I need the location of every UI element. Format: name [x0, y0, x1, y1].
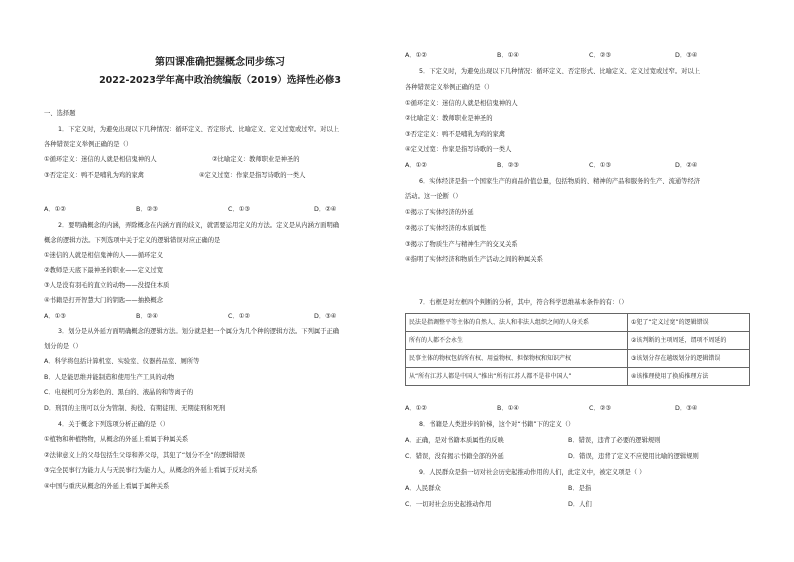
q6-statement-1: ①揭示了实体经济的外延 — [405, 209, 474, 216]
q5-statement-1: ①循环定义：迷信的人就是相信鬼神的人 — [405, 100, 518, 107]
q2-statement-2: ②教师是天底下最神圣的职业——定义过宽 — [44, 267, 163, 274]
q6-stem-line2: 活动。这一论断（） — [405, 193, 462, 200]
table-cell-judgment: 民法是指调整平等主体的自然人、法人和非法人组织之间的人身关系 — [406, 314, 628, 332]
q2-statement-1: ①迷信的人就是相信鬼神的人——循环定义 — [44, 252, 163, 259]
table-cell-analysis: ②该判断的主项周延，谓项不周延的 — [628, 332, 750, 350]
table-cell-judgment: 从“所有江苏人都是中国人”推出“所有江苏人都不是非中国人” — [406, 368, 628, 386]
q8-option-a[interactable]: A．正确，是对书籍本质属性的反映 — [405, 437, 504, 444]
q7-option-d[interactable]: D．③④ — [675, 405, 698, 412]
q5-option-d[interactable]: D．②④ — [675, 162, 698, 169]
q2-option-c[interactable]: C．①② — [228, 313, 250, 320]
q5-option-a[interactable]: A．①② — [405, 162, 427, 169]
table-row — [406, 314, 750, 332]
q6-stem-line1: 6．实体经济是指一个国家生产的商品价值总量，包括物质的、精神的产品和服务的生产、流通等经济 — [419, 178, 701, 185]
table-cell-judgment: 民事主体的物权包括所有权、用益物权、担保物权和知识产权 — [406, 350, 628, 368]
q1-statement-2: ②比喻定义：教师职业是神圣的 — [212, 156, 300, 163]
q8-option-c[interactable]: C．错误，没有揭示书籍全部的外延 — [405, 453, 504, 460]
q5-statement-4: ④定义过宽：作家是指写诗歌的一类人 — [405, 146, 512, 153]
q7-analysis-table — [405, 313, 750, 386]
q9-stem: 9．人民群众是指一切对社会历史起推动作用的人们，此定义中，被定义项是（ ） — [419, 469, 646, 476]
q7-stem: 7．右框是对左框四个判断的分析，其中，符合科学思维基本条件的有：（） — [419, 299, 628, 306]
q1-stem-line2: 各种错误定义举例正确的是（） — [44, 141, 133, 148]
page-subtitle: 2022-2023学年高中政治统编版（2019）选择性必修3 — [99, 75, 341, 86]
q4-stem: 4．关于概念下列选项分析正确的是（） — [58, 421, 170, 428]
q2-statement-3: ③人是没有羽毛的直立的动物——没提住本质 — [44, 282, 170, 289]
table-cell-analysis: ④该推理使用了换质推理方法 — [628, 368, 750, 386]
table-cell-analysis: ①犯了“定义过宽”的逻辑错误 — [628, 314, 750, 332]
q5-option-b[interactable]: B．②③ — [497, 162, 519, 169]
q2-statement-4: ④书籍是打开智慧大门的钥匙——抽换概念 — [44, 297, 163, 304]
q5-stem-line1: 5．下定义时，为避免出现以下几种情况：循环定义、否定形式、比喻定义、定义过宽或过窄。对以上 — [419, 68, 701, 75]
q3-stem-line1: 3．划分是从外延方面明确概念的逻辑方法。划分就是把一个属分为几个种的逻辑方法。下列属于正确 — [58, 328, 340, 335]
table-row — [406, 332, 750, 350]
q6-statement-4: ④指明了实体经济和物质生产活动之间的种属关系 — [405, 256, 543, 263]
q1-option-a[interactable]: A．①② — [44, 206, 66, 213]
q2-stem-line1: 2．要明确概念的内涵，弄除概念在内涵方面的歧义，就需要运用定义的方法。定义是从内涵方面明确 — [58, 222, 340, 229]
q4-statement-2: ②法律意义上的父母包括生父母和养父母，其犯了“划分不全”的逻辑错误 — [44, 452, 246, 459]
q4-option-d[interactable]: D．③④ — [675, 52, 698, 59]
q3-option-b[interactable]: B．人是能思维并能制造和使用生产工具的动物 — [44, 374, 175, 381]
q1-stem-line1: 1．下定义时，为避免出现以下几种情况：循环定义、否定形式、比喻定义、定义过宽或过窄。对以上 — [58, 126, 340, 133]
q7-option-b[interactable]: B．①④ — [497, 405, 519, 412]
q9-option-d[interactable]: D．人们 — [568, 501, 592, 508]
section-heading: 一、选择题 — [44, 110, 76, 117]
q3-option-c[interactable]: C．电视机可分为彩色的、黑白的、液晶的和等离子的 — [44, 389, 194, 396]
q4-statement-4: ④中国与重庆从概念的外延上看属于属种关系 — [44, 483, 170, 490]
q1-option-b[interactable]: B．②③ — [136, 206, 158, 213]
q4-option-c[interactable]: C．②③ — [589, 52, 611, 59]
q2-option-b[interactable]: B．②④ — [136, 313, 158, 320]
q1-statement-3: ③否定定义：鸭不是哺乳为鸡的家禽 — [44, 172, 145, 179]
q3-stem-line2: 划分的是（） — [44, 343, 82, 350]
q4-option-b[interactable]: B．①④ — [497, 52, 519, 59]
q9-option-b[interactable]: B．是指 — [568, 485, 592, 492]
q5-statement-3: ③否定定义：鸭不是哺乳为鸡的家禽 — [405, 131, 506, 138]
q1-statement-1: ①循环定义：迷信的人就是相信鬼神的人 — [44, 156, 157, 163]
q3-option-a[interactable]: A．科学将包括计算机室、实验室、仪器药品室、厕所等 — [44, 358, 200, 365]
q8-option-d[interactable]: D．错误，违背了定义不应使用比喻的逻辑规则 — [568, 453, 699, 460]
q2-option-d[interactable]: D．③④ — [314, 313, 337, 320]
q5-statement-2: ②比喻定义：教师职业是神圣的 — [405, 115, 493, 122]
q6-statement-3: ③揭示了物质生产与精神生产的交叉关系 — [405, 241, 518, 248]
table-cell-analysis: ③该划分存在越级划分的逻辑错误 — [628, 350, 750, 368]
q9-option-c[interactable]: C．一切对社会历史起推动作用 — [405, 501, 492, 508]
q1-option-c[interactable]: C．①③ — [228, 206, 250, 213]
page-title: 第四课准确把握概念同步练习 — [155, 57, 285, 68]
q4-statement-3: ③完全民事行为能力人与无民事行为能力人，从概念的外延上看属于反对关系 — [44, 467, 258, 474]
table-row — [406, 368, 750, 386]
q8-option-b[interactable]: B．错误，违背了必要的逻辑规则 — [568, 437, 661, 444]
q5-stem-line2: 各种错误定义举例正确的是（） — [405, 84, 494, 91]
q2-stem-line2: 概念的逻辑方法。下列选项中关于定义的逻辑错误对应正确的是 — [44, 237, 221, 244]
q4-statement-1: ①植物和种植物物，从概念的外延上看属于种属关系 — [44, 436, 189, 443]
q9-option-a[interactable]: A．人民群众 — [405, 485, 441, 492]
q3-option-d[interactable]: D．刑罚的主刑可以分为管制、拘役、有期徒刑、无期徒刑和死刑 — [44, 405, 226, 412]
q6-statement-2: ②揭示了实体经济的本质属性 — [405, 225, 487, 232]
q1-option-d[interactable]: D．②④ — [314, 206, 337, 213]
table-cell-judgment: 所有的人都不会永生 — [406, 332, 628, 350]
q7-option-c[interactable]: C．②③ — [589, 405, 611, 412]
q8-stem: 8．书籍是人类进步的阶梯，这个对“书籍”下的定义（） — [419, 421, 575, 428]
q1-statement-4: ④定义过宽：作家是指写诗歌的一类人 — [199, 172, 306, 179]
q4-option-a[interactable]: A．①② — [405, 52, 427, 59]
q7-option-a[interactable]: A．①② — [405, 405, 427, 412]
table-row — [406, 350, 750, 368]
q5-option-c[interactable]: C．①③ — [589, 162, 611, 169]
q2-option-a[interactable]: A．①③ — [44, 313, 66, 320]
